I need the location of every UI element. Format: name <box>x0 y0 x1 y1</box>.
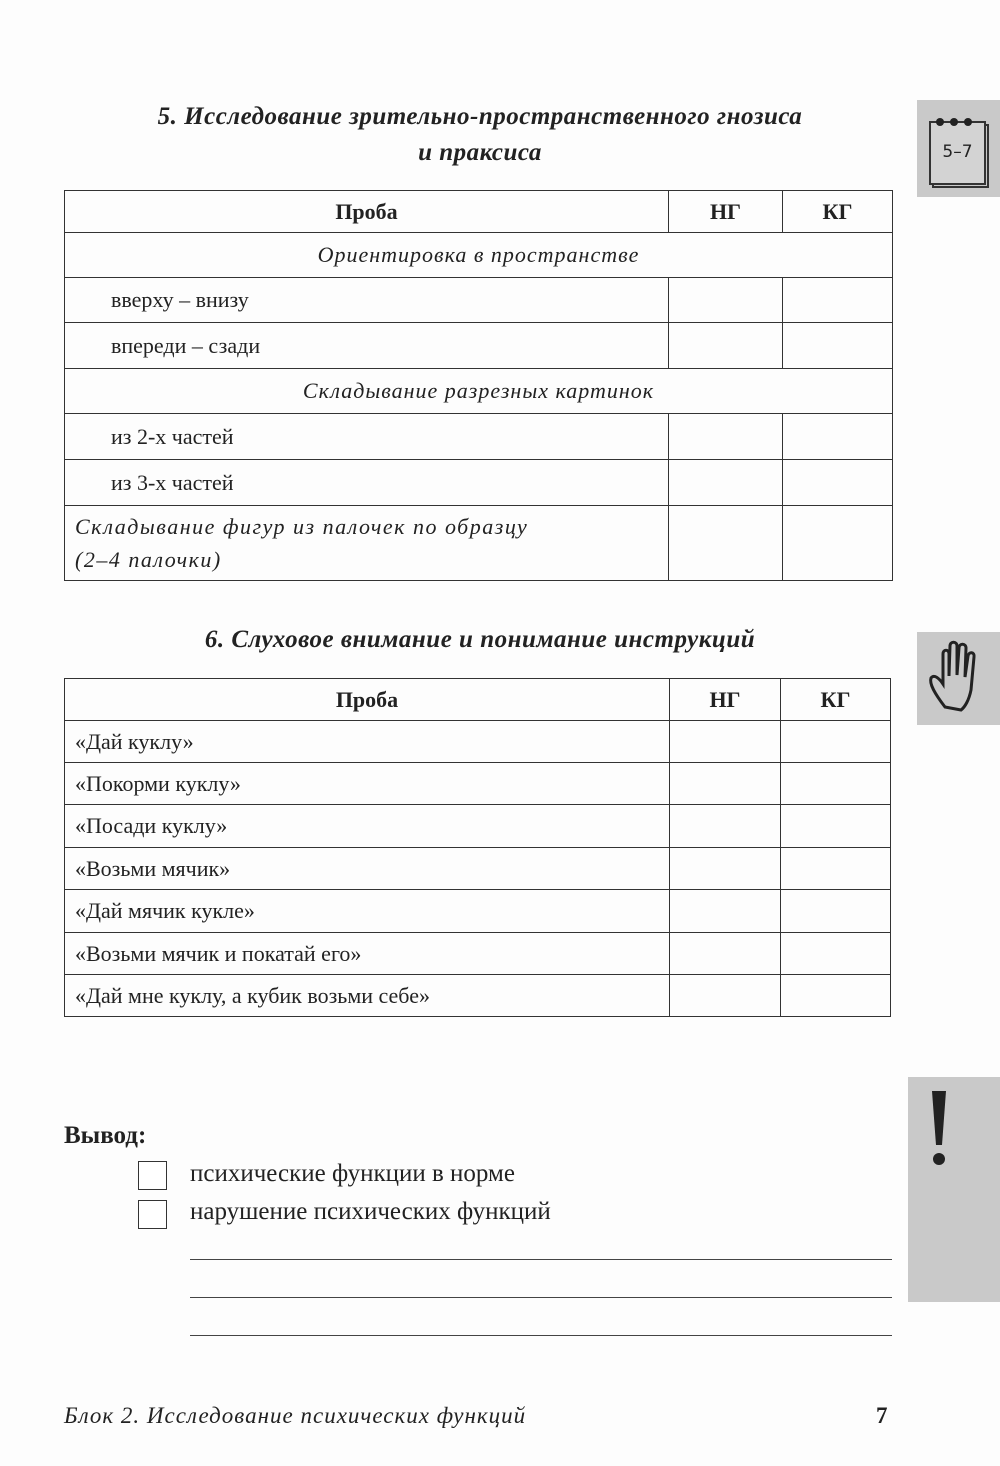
row-label: «Дай мне куклу, а кубик возьми себе» <box>65 975 670 1017</box>
kg-cell[interactable] <box>781 848 891 890</box>
hand-tab <box>917 632 1000 725</box>
header-proba: Проба <box>65 679 670 721</box>
checkbox-norm[interactable] <box>138 1161 167 1190</box>
option-impairment: нарушение психических функций <box>190 1198 551 1225</box>
age-tab <box>917 100 1000 197</box>
table-row <box>65 278 893 323</box>
kg-cell[interactable] <box>781 890 891 933</box>
ng-cell[interactable] <box>669 414 783 460</box>
conclusion-label: Вывод: <box>64 1122 147 1149</box>
answer-line[interactable] <box>190 1335 892 1336</box>
table-row <box>65 460 893 506</box>
header-kg: КГ <box>783 191 893 233</box>
row-label: «Покорми куклу» <box>65 763 670 805</box>
table-row <box>65 975 891 1017</box>
header-proba: Проба <box>65 191 669 233</box>
footer-block: Блок 2. Исследование психических функций <box>64 1403 527 1428</box>
section5-title-line1: 5. Исследование зрительно-пространственного гнозиса <box>157 103 803 130</box>
kg-cell[interactable] <box>783 460 893 506</box>
table-row <box>65 323 893 369</box>
row-label: «Возьми мячик» <box>65 848 670 890</box>
row-label: «Дай куклу» <box>65 721 670 763</box>
ng-cell[interactable] <box>669 278 783 323</box>
row-label: вверху – внизу <box>65 278 669 323</box>
table-row <box>65 414 893 460</box>
row-label <box>65 506 669 581</box>
kg-cell[interactable] <box>781 933 891 975</box>
ng-cell[interactable] <box>670 975 781 1017</box>
row-label: «Возьми мячик и покатай его» <box>65 933 670 975</box>
row-label: из 3-х частей <box>65 460 669 506</box>
table-row <box>65 848 891 890</box>
row-label: впереди – сзади <box>65 323 669 369</box>
answer-line[interactable] <box>190 1297 892 1298</box>
header-ng: НГ <box>669 191 783 233</box>
exclamation-icon <box>908 1077 1000 1302</box>
page-number: 7 <box>876 1403 888 1428</box>
important-tab <box>908 1077 1000 1302</box>
section5-title-line2: и праксиса <box>418 139 542 166</box>
ng-cell[interactable] <box>669 323 783 369</box>
kg-cell[interactable] <box>783 323 893 369</box>
table-row <box>65 805 891 848</box>
hand-icon <box>917 632 1000 725</box>
row-label: из 2-х частей <box>65 414 669 460</box>
kg-cell[interactable] <box>781 763 891 805</box>
row-label: «Посади куклу» <box>65 805 670 848</box>
row-label-line2: (2–4 палочки) <box>75 547 222 572</box>
table-row <box>65 506 893 581</box>
checkbox-impairment[interactable] <box>138 1200 167 1229</box>
ng-cell[interactable] <box>670 763 781 805</box>
table-row <box>65 890 891 933</box>
ng-cell[interactable] <box>670 721 781 763</box>
section6-table <box>64 678 891 1017</box>
subheader: Складывание разрезных картинок <box>65 369 893 414</box>
table-row <box>65 933 891 975</box>
ng-cell[interactable] <box>670 890 781 933</box>
kg-cell[interactable] <box>783 278 893 323</box>
ng-cell[interactable] <box>670 848 781 890</box>
kg-cell[interactable] <box>783 414 893 460</box>
ng-cell[interactable] <box>670 805 781 848</box>
answer-line[interactable] <box>190 1259 892 1260</box>
header-ng: НГ <box>670 679 781 721</box>
row-label: «Дай мячик кукле» <box>65 890 670 933</box>
kg-cell[interactable] <box>781 805 891 848</box>
subheader: Ориентировка в пространстве <box>65 233 893 278</box>
kg-cell[interactable] <box>781 975 891 1017</box>
header-kg: КГ <box>781 679 891 721</box>
ng-cell[interactable] <box>669 460 783 506</box>
row-label-line1: Складывание фигур из палочек по образцу <box>75 514 529 539</box>
kg-cell[interactable] <box>783 506 893 581</box>
kg-cell[interactable] <box>781 721 891 763</box>
ng-cell[interactable] <box>670 933 781 975</box>
ng-cell[interactable] <box>669 506 783 581</box>
option-norm: психические функции в норме <box>190 1160 515 1187</box>
table-row <box>65 721 891 763</box>
section6-title: 6. Слуховое внимание и понимание инструкций <box>204 626 756 653</box>
age-label: 5–7 <box>942 142 973 162</box>
table-row <box>65 763 891 805</box>
section5-table <box>64 190 893 581</box>
